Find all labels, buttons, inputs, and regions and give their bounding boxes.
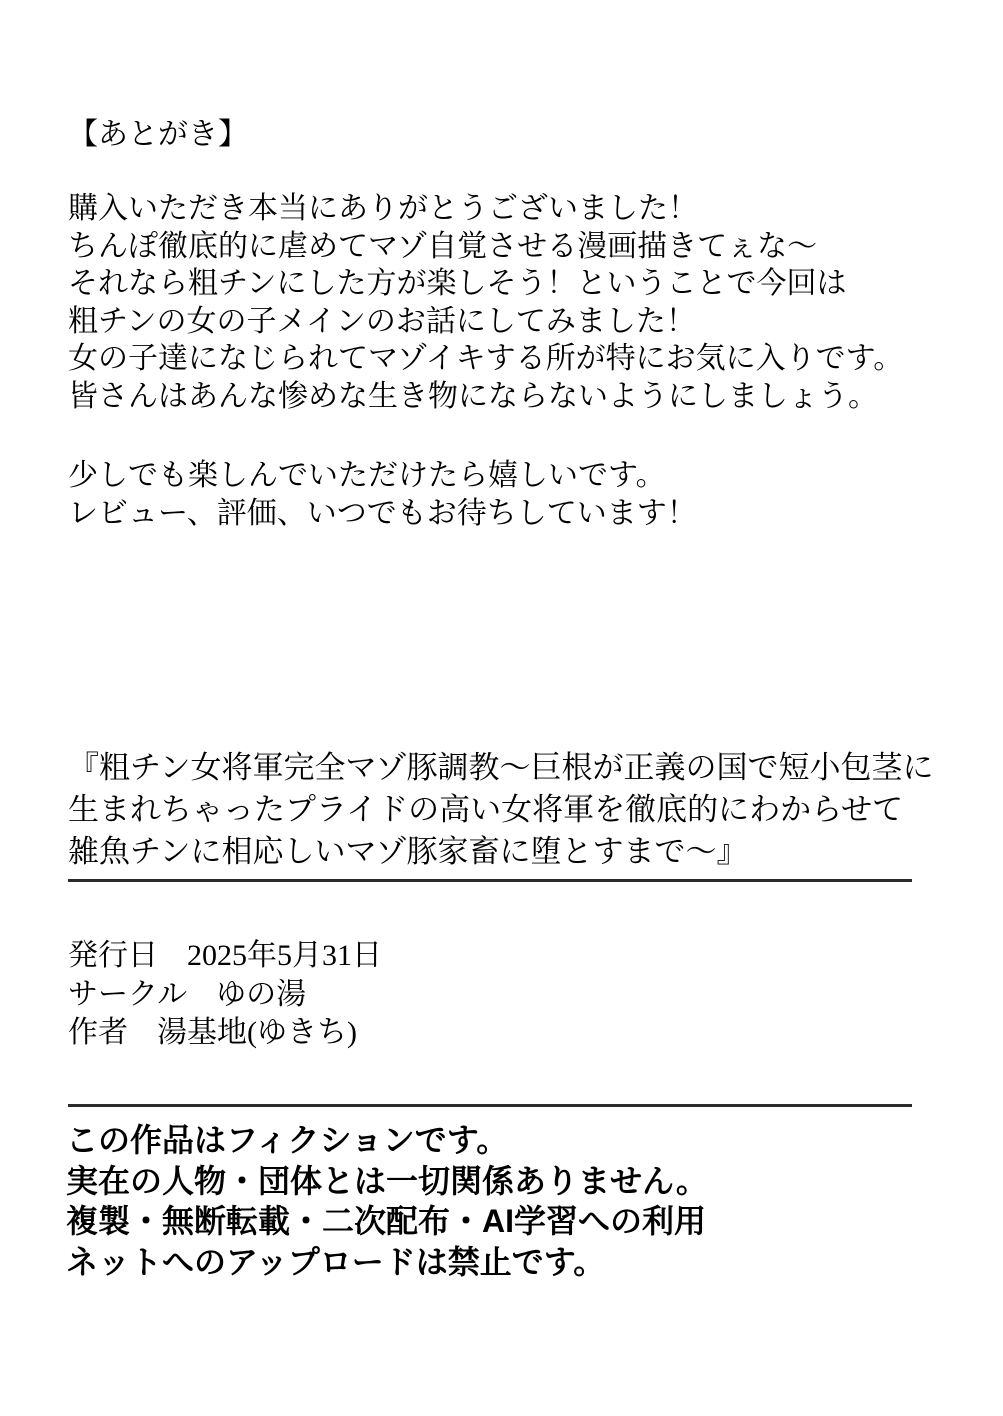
work-title-line: 『粗チン女将軍完全マゾ豚調教～巨根が正義の国で短小包茎に <box>68 750 934 785</box>
text-line: それなら粗チンにした方が楽しそう！ということで今回は <box>68 267 847 301</box>
circle-label: サークル <box>68 977 188 1011</box>
afterword-paragraph-closing <box>68 457 697 532</box>
work-title <box>68 747 934 873</box>
text-line: 少しでも楽しんでいただけたら嬉しいです。 <box>68 459 666 492</box>
author-row <box>68 1014 382 1053</box>
text-line: 皆さんはあんな惨めな生き物にならないようにしましょう。 <box>68 379 878 413</box>
disclaimer-line: 複製・無断転載・二次配布・AI学習への利用 <box>66 1203 707 1239</box>
work-title-line: 生まれちゃったプライドの高い女将軍を徹底的にわからせて <box>68 792 904 827</box>
disclaimer-line: この作品はフィクションです。 <box>66 1122 509 1158</box>
author-value: 湯基地(ゆきち) <box>157 1016 357 1049</box>
disclaimer-line: 実在の人物・団体とは一切関係ありません。 <box>66 1162 708 1199</box>
text-line: 女の子達になじられてマゾイキする所が特にお気に入りです。 <box>68 342 904 376</box>
divider-top <box>68 879 912 882</box>
text-line: ちんぽ徹底的に虐めてマゾ自覚させる漫画描きてぇな～ <box>68 229 818 263</box>
publication-date-row <box>68 937 382 976</box>
divider-bottom <box>68 1104 912 1107</box>
publication-date-value: 2025年5月31日 <box>187 939 382 972</box>
disclaimer <box>66 1120 708 1282</box>
circle-row <box>68 976 382 1015</box>
disclaimer-line: ネットへのアップロードは禁止です。 <box>66 1243 606 1280</box>
page-title: 【あとがき】 <box>68 118 248 151</box>
publication-info <box>68 937 382 1053</box>
text-line: レビュー、評価、いつでもお待ちしています！ <box>68 496 697 530</box>
work-title-line: 雑魚チンに相応しいマゾ豚家畜に堕とすまで～』 <box>68 834 748 869</box>
text-line: 購入いただき本当にありがとうございました！ <box>68 192 698 225</box>
afterword-paragraph-main <box>68 190 903 416</box>
circle-value: ゆの湯 <box>216 977 307 1011</box>
publication-date-label: 発行日 <box>68 939 158 972</box>
author-label: 作者 <box>68 1016 128 1049</box>
text-line: 粗チンの女の子メインのお話にしてみました！ <box>68 304 696 338</box>
